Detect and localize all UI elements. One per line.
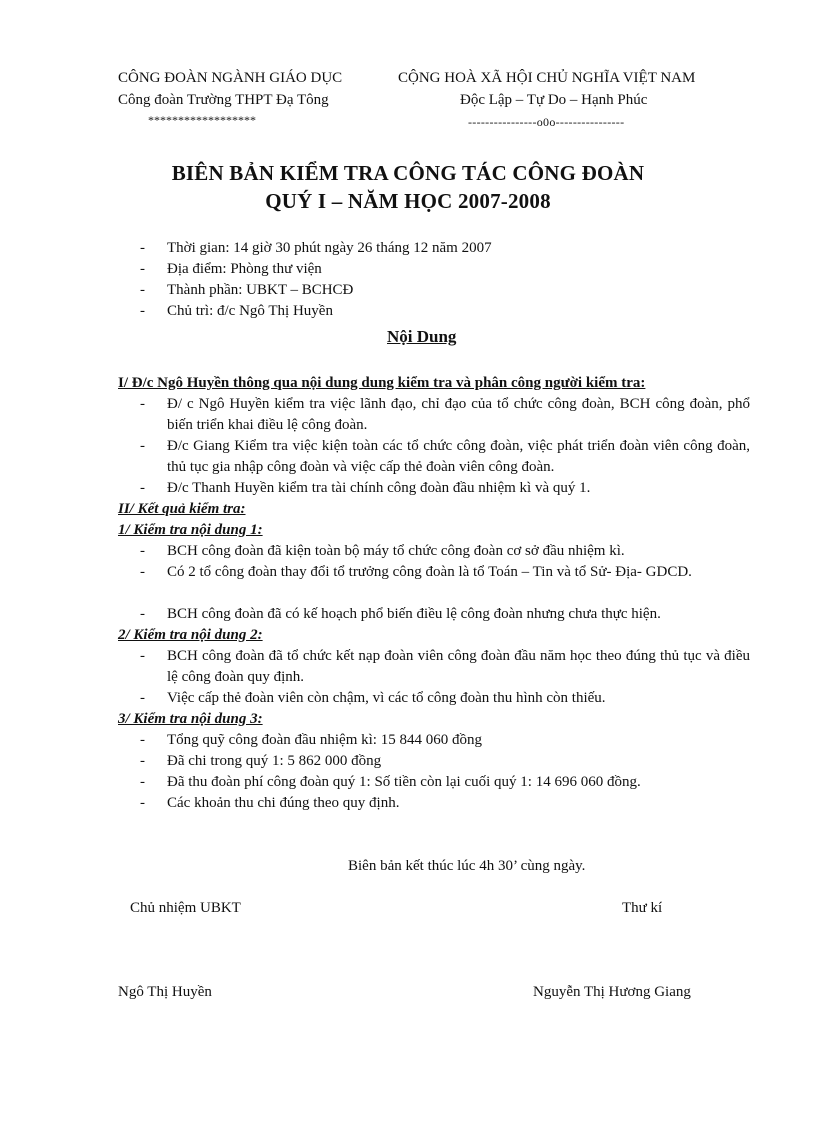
bullet-dash: - bbox=[140, 396, 145, 412]
item-text: BCH công đoàn đã tổ chức kết nạp đoàn viên công đoàn đầu năm học theo đúng thủ tục và điều lệ công đoàn quy định. bbox=[167, 648, 750, 685]
subsection-1-item bbox=[140, 604, 750, 625]
motto: Độc Lập – Tự Do – Hạnh Phúc bbox=[460, 92, 648, 108]
item-text: Đã chi trong quý 1: 5 862 000 đồng bbox=[167, 753, 382, 769]
bullet-dash: - bbox=[140, 648, 145, 664]
document-title: BIÊN BẢN KIỂM TRA CÔNG TÁC CÔNG ĐOÀN bbox=[171, 161, 645, 185]
item-text: Đ/ c Ngô Huyền kiểm tra việc lãnh đạo, chỉ đạo của tổ chức công đoàn, BCH công đoàn, phổ biến triển khai điều lệ công đoàn. bbox=[167, 396, 750, 433]
item-text: Tổng quỹ công đoàn đầu nhiệm kì: 15 844 060 đồng bbox=[167, 732, 482, 748]
document-subtitle: QUÝ I – NĂM HỌC 2007-2008 bbox=[265, 189, 551, 213]
meta-members-text: Thành phần: UBKT – BCHCĐ bbox=[167, 282, 354, 298]
subsection-3-item bbox=[140, 751, 750, 772]
subsection-2-item bbox=[140, 688, 750, 709]
subsection-3-heading: 3/ Kiểm tra nội dung 3: bbox=[118, 711, 263, 727]
school-union-name: Công đoàn Trường THPT Đạ Tông bbox=[118, 92, 329, 108]
subsection-2-heading: 2/ Kiểm tra nội dung 2: bbox=[118, 627, 263, 643]
signature-role-left: Chủ nhiệm UBKT bbox=[130, 900, 241, 916]
bullet-dash: - bbox=[140, 690, 145, 706]
meta-time bbox=[140, 238, 750, 259]
item-text: Đ/c Giang Kiểm tra việc kiện toàn các tổ chức công đoàn, việc phát triển đoàn viên công đoàn, thủ tục gia nhập công đoàn và việc cấp thẻ đoàn viên công đoàn. bbox=[167, 438, 750, 475]
subsection-1-heading: 1/ Kiểm tra nội dung 1: bbox=[118, 522, 263, 538]
bullet-dash: - bbox=[140, 438, 145, 454]
item-text: Việc cấp thẻ đoàn viên còn chậm, vì các tổ công đoàn thu hình còn thiếu. bbox=[167, 690, 606, 706]
item-text: BCH công đoàn đã kiện toàn bộ máy tổ chức công đoàn cơ sở đầu nhiệm kì. bbox=[167, 543, 625, 559]
left-divider: ****************** bbox=[148, 113, 256, 127]
item-text: Các khoản thu chi đúng theo quy định. bbox=[167, 795, 400, 811]
country-name: CỘNG HOÀ XÃ HỘI CHỦ NGHĨA VIỆT NAM bbox=[398, 70, 696, 86]
item-text: BCH công đoàn đã có kế hoạch phổ biến điều lệ công đoàn nhưng chưa thực hiện. bbox=[167, 606, 661, 622]
meta-place bbox=[140, 259, 750, 280]
section-2-heading: II/ Kết quả kiểm tra: bbox=[118, 501, 246, 517]
bullet-dash: - bbox=[140, 795, 145, 811]
bullet-dash: - bbox=[140, 261, 145, 277]
union-name: CÔNG ĐOÀN NGÀNH GIÁO DỤC bbox=[118, 70, 343, 86]
item-text: Đ/c Thanh Huyền kiểm tra tài chính công đoàn đầu nhiệm kì và quý 1. bbox=[167, 480, 591, 496]
subsection-3-item bbox=[140, 772, 750, 793]
subsection-3-item bbox=[140, 793, 750, 814]
content-heading: Nội Dung bbox=[387, 327, 457, 346]
meta-chair bbox=[140, 301, 750, 322]
bullet-dash: - bbox=[140, 732, 145, 748]
bullet-dash: - bbox=[140, 753, 145, 769]
item-text: Đã thu đoàn phí công đoàn quý 1: Số tiền còn lại cuối quý 1: 14 696 060 đồng. bbox=[167, 774, 641, 790]
bullet-dash: - bbox=[140, 303, 145, 319]
meta-place-text: Địa điểm: Phòng thư viện bbox=[167, 261, 322, 277]
bullet-dash: - bbox=[140, 480, 145, 496]
item-text: Có 2 tổ công đoàn thay đổi tổ trưởng công đoàn là tổ Toán – Tin và tổ Sử- Địa- GDCD. bbox=[167, 564, 692, 580]
meta-members bbox=[140, 280, 750, 301]
section-1-item bbox=[140, 478, 750, 499]
meta-time-text: Thời gian: 14 giờ 30 phút ngày 26 tháng 12 năm 2007 bbox=[167, 240, 492, 256]
subsection-1-item bbox=[140, 541, 750, 562]
signature-name-right: Nguyễn Thị Hương Giang bbox=[533, 984, 691, 1000]
bullet-dash: - bbox=[140, 564, 145, 580]
section-1-heading: I/ Đ/c Ngô Huyền thông qua nội dung dung kiểm tra và phân công người kiểm tra: bbox=[118, 375, 646, 391]
section-1-item bbox=[140, 394, 750, 436]
bullet-dash: - bbox=[140, 774, 145, 790]
signature-name-left: Ngô Thị Huyền bbox=[118, 984, 212, 1000]
subsection-2-item bbox=[140, 646, 750, 688]
right-divider: ----------------o0o---------------- bbox=[468, 115, 625, 129]
bullet-dash: - bbox=[140, 240, 145, 256]
signature-role-right: Thư kí bbox=[622, 900, 663, 916]
subsection-3-item bbox=[140, 730, 750, 751]
bullet-dash: - bbox=[140, 282, 145, 298]
meta-chair-text: Chủ trì: đ/c Ngô Thị Huyền bbox=[167, 303, 333, 319]
section-1-item bbox=[140, 436, 750, 478]
subsection-1-item bbox=[140, 562, 750, 583]
bullet-dash: - bbox=[140, 606, 145, 622]
bullet-dash: - bbox=[140, 543, 145, 559]
closing-statement: Biên bản kết thúc lúc 4h 30’ cùng ngày. bbox=[348, 858, 586, 874]
